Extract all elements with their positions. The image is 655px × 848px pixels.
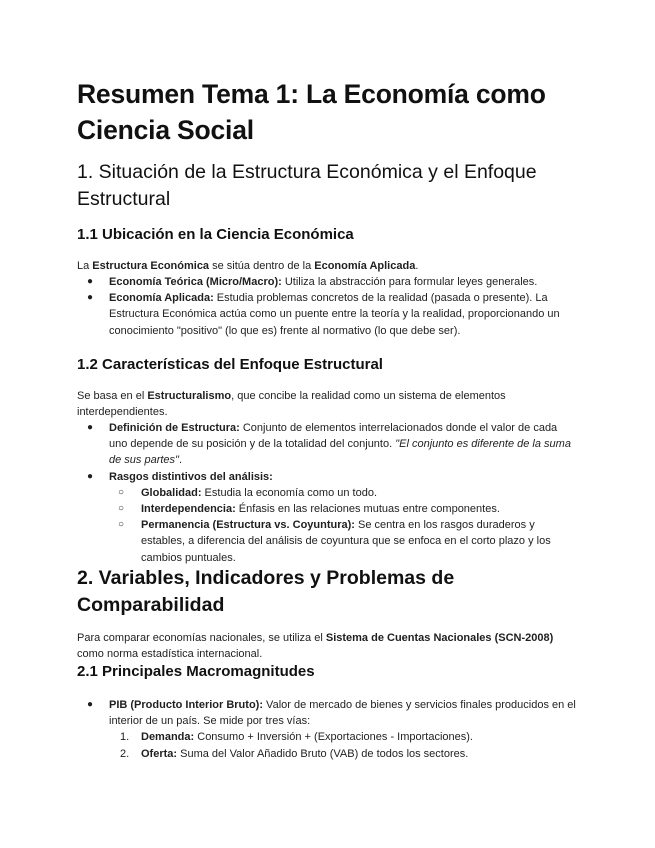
list-item (77, 469, 577, 566)
list-item (77, 274, 577, 290)
circle-bullet-icon: ○ (118, 486, 125, 498)
item-text: Valor de mercado de bienes y servicios finales producidos en el interior de un país. Se mide por tres vías: (109, 699, 576, 728)
intro-text: se sitúa dentro de la (209, 260, 315, 272)
section-1-1-heading: 1.1 Ubicación en la Ciencia Económica (77, 226, 354, 243)
rasgos-sublist (109, 485, 577, 566)
item-term: Globalidad: (141, 486, 202, 499)
numbered-item (109, 729, 577, 745)
list-item (77, 697, 577, 762)
item-quote: "El conjunto es diferente de la suma de sus partes" (109, 438, 571, 467)
circle-bullet-icon: ○ (118, 519, 125, 531)
item-text: Utiliza la abstracción para formular leyes generales. (281, 276, 538, 288)
document-title: Resumen Tema 1: La Economía como Ciencia Social (77, 79, 546, 145)
intro-text: La (77, 260, 93, 272)
item-text: Estudia problemas concretos de la realidad (pasada o presente). La Estructura Económica actúa como un puente entre la teoría y la realidad, proporcionando un conocimiento "positivo" (lo que es) frente al normativo (lo que debe ser). (109, 292, 560, 337)
item-text: Consumo + Inversión + (Exportaciones - Importaciones). (194, 731, 473, 744)
item-term: PIB (Producto Interior Bruto): (109, 699, 263, 711)
list-item (77, 420, 577, 469)
section-2-1-heading: 2.1 Principales Macromagnitudes (77, 663, 315, 680)
section-1-2-list (77, 420, 577, 566)
vias-sublist (109, 729, 577, 761)
item-term: Demanda: (141, 731, 195, 744)
circle-bullet-icon: ○ (118, 503, 125, 515)
item-text: Suma del Valor Añadido Bruto (VAB) de todos los sectores. (177, 747, 469, 760)
section-1-1-intro (77, 258, 577, 274)
intro-term: Estructura Económica (92, 260, 210, 272)
sublist-item (109, 485, 577, 501)
item-term: Economía Teórica (Micro/Macro): (109, 276, 282, 288)
section-1-2-heading: 1.2 Características del Enfoque Estructural (77, 356, 383, 373)
bullet-icon: ● (87, 699, 94, 710)
item-number: 2. (120, 747, 130, 760)
item-number: 1. (120, 731, 130, 744)
item-term: Interdependencia: (141, 503, 236, 516)
intro-term: Economía Aplicada (314, 260, 416, 272)
bullet-icon: ● (87, 422, 94, 433)
intro-term: Estructuralismo (147, 390, 232, 402)
item-term: Definición de Estructura: (109, 422, 240, 434)
item-term: Oferta: (141, 747, 178, 760)
list-item (77, 290, 577, 339)
item-text: Se centra en los rasgos duraderos y estables, a diferencia del análisis de coyuntura que se enfoca en el corto plazo y los cambios puntuales. (141, 519, 551, 564)
intro-term: Sistema de Cuentas Nacionales (SCN-2008) (325, 632, 554, 644)
sublist-item (109, 501, 577, 517)
intro-text: . (415, 260, 419, 272)
item-text: Conjunto de elementos interrelacionados donde el valor de cada uno depende de su posición y de la totalidad del conjunto. (109, 422, 558, 451)
sublist-item (109, 517, 577, 566)
bullet-icon: ● (87, 470, 94, 482)
item-text: . (178, 454, 183, 467)
intro-text: Se basa en el (77, 390, 148, 402)
section-2-1-list (77, 697, 577, 762)
intro-text: como norma estadística internacional. (77, 648, 263, 661)
section-2-heading: 2. Variables, Indicadores y Problemas de Comparabilidad (77, 567, 455, 616)
section-1-1-list (77, 274, 577, 339)
section-2-intro (77, 630, 577, 662)
numbered-item (109, 746, 577, 762)
intro-text: , que concibe la realidad como un sistema de elementos interdependientes. (77, 390, 506, 419)
intro-text: Para comparar economías nacionales, se utiliza el (77, 632, 326, 644)
section-1-heading: 1. Situación de la Estructura Económica y el Enfoque Estructural (77, 161, 537, 210)
item-text: Estudia la economía como un todo. (201, 486, 377, 499)
bullet-icon: ● (87, 292, 94, 304)
item-term: Economía Aplicada: (109, 292, 214, 305)
bullet-icon: ● (87, 276, 94, 287)
item-term: Rasgos distintivos del análisis: (109, 470, 273, 483)
item-text: Énfasis en las relaciones mutuas entre componentes. (235, 503, 500, 516)
item-term: Permanencia (Estructura vs. Coyuntura): (141, 519, 355, 532)
section-1-2-intro (77, 388, 577, 420)
